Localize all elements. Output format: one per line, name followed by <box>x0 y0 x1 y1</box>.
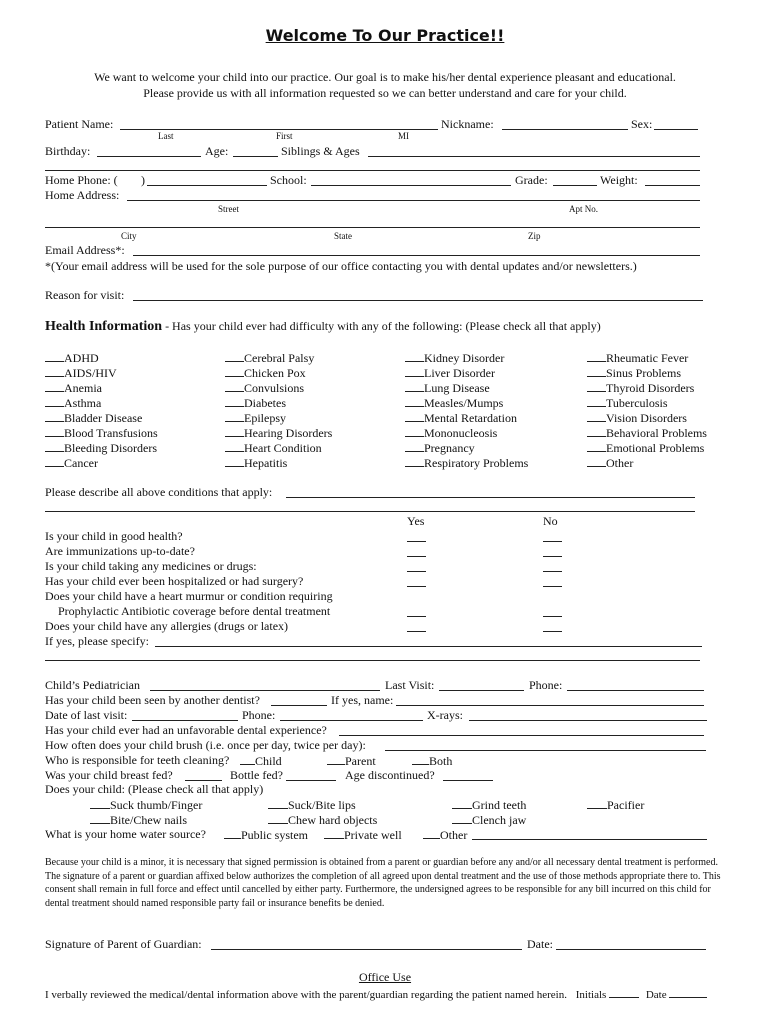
age-label: Age: <box>205 144 229 158</box>
last-visit-field[interactable] <box>439 690 524 691</box>
habit-suck-thumb[interactable]: Suck thumb/Finger <box>90 798 202 811</box>
condition-item[interactable] <box>45 426 158 439</box>
describe-field[interactable] <box>286 497 695 498</box>
condition-label: Hearing Disorders <box>244 426 333 440</box>
health-heading: Health Information <box>45 319 163 334</box>
address-city-field[interactable] <box>45 227 700 228</box>
condition-item[interactable] <box>405 411 517 424</box>
water-private-option[interactable]: Private well <box>324 828 402 841</box>
birthday-label: Birthday: <box>45 144 91 158</box>
condition-label: Diabetes <box>244 396 286 410</box>
condition-label: Emotional Problems <box>606 441 705 455</box>
condition-checkbox[interactable] <box>225 351 244 362</box>
date-last-visit-field[interactable] <box>132 720 238 721</box>
nickname-label: Nickname: <box>441 117 494 131</box>
habit-clench-jaw[interactable]: Clench jaw <box>452 813 526 826</box>
condition-label: Liver Disorder <box>424 366 495 380</box>
condition-item[interactable] <box>45 381 102 394</box>
condition-item[interactable] <box>225 396 286 409</box>
weight-field[interactable] <box>645 185 700 186</box>
condition-item[interactable] <box>225 456 287 469</box>
age-field[interactable] <box>233 156 278 157</box>
condition-label: Tuberculosis <box>606 396 668 410</box>
condition-item[interactable] <box>45 351 99 364</box>
state-caption: State <box>334 231 352 241</box>
email-label: Email Address*: <box>45 243 125 257</box>
condition-label: Epilepsy <box>244 411 286 425</box>
signature-date-label: Date: <box>527 937 553 951</box>
breast-fed-label: Was your child breast fed? <box>45 768 173 782</box>
condition-item[interactable] <box>225 351 314 364</box>
no-checkbox[interactable] <box>543 631 562 632</box>
signature-label: Signature of Parent of Guardian: <box>45 937 202 951</box>
dentist-phone-label: Phone: <box>242 708 276 722</box>
condition-item[interactable] <box>45 366 117 379</box>
condition-item[interactable] <box>405 456 528 469</box>
health-subheading: - Has your child ever had difficulty with any of the following: (Please check all that apply) <box>165 319 601 333</box>
yes-checkbox[interactable] <box>407 631 426 632</box>
email-field[interactable] <box>133 255 700 256</box>
intro-line-2: Please provide us with all information requested so we can better understand and care for your child. <box>143 86 627 100</box>
habit-grind-teeth[interactable]: Grind teeth <box>452 798 526 811</box>
condition-label: Mental Retardation <box>424 411 517 425</box>
condition-item[interactable] <box>405 426 497 439</box>
condition-item[interactable] <box>587 396 668 409</box>
pediatrician-phone-label: Phone: <box>529 678 563 692</box>
condition-item[interactable] <box>587 426 707 439</box>
condition-label: AIDS/HIV <box>64 366 117 380</box>
condition-label: Sinus Problems <box>606 366 682 380</box>
condition-checkbox[interactable] <box>45 426 64 437</box>
yes-header: Yes <box>407 514 425 528</box>
condition-item[interactable] <box>587 381 694 394</box>
if-yes-name-label: If yes, name: <box>331 693 394 707</box>
page-title: Welcome To Our Practice!! <box>265 26 505 45</box>
email-note: *(Your email address will be used for the sole purpose of our office contacting you with dental updates and/or newsletters.) <box>45 259 637 273</box>
condition-checkbox[interactable] <box>225 381 244 392</box>
condition-label: Other <box>606 456 634 470</box>
condition-checkbox[interactable] <box>45 441 64 452</box>
habit-pacifier[interactable]: Pacifier <box>587 798 644 811</box>
address-street-field[interactable] <box>127 200 700 201</box>
bottle-fed-field[interactable] <box>286 780 336 781</box>
habits-label: Does your child: (Please check all that apply) <box>45 782 264 796</box>
home-phone-field[interactable] <box>147 185 267 186</box>
date-last-visit-label: Date of last visit: <box>45 708 128 722</box>
condition-checkbox[interactable] <box>405 456 424 467</box>
condition-checkbox[interactable] <box>587 366 606 377</box>
condition-checkbox[interactable] <box>405 411 424 422</box>
condition-checkbox[interactable] <box>225 441 244 452</box>
describe-field-line-2[interactable] <box>45 511 695 512</box>
condition-item[interactable] <box>405 396 503 409</box>
question-text: Does your child have any allergies (drugs or latex) <box>45 619 289 633</box>
condition-checkbox[interactable] <box>405 381 424 392</box>
condition-checkbox[interactable] <box>587 351 606 362</box>
water-other-option[interactable]: Other <box>423 828 467 841</box>
pediatrician-field[interactable] <box>150 690 380 691</box>
yes-checkbox[interactable] <box>407 556 426 557</box>
question-text: Does your child have a heart murmur or condition requiring <box>45 589 333 603</box>
pediatrician-label: Child’s Pediatrician <box>45 678 140 692</box>
condition-label: Vision Disorders <box>606 411 687 425</box>
describe-label: Please describe all above conditions that apply: <box>45 485 273 499</box>
reason-field[interactable] <box>133 300 703 301</box>
brush-field[interactable] <box>385 750 706 751</box>
yes-checkbox[interactable] <box>407 541 426 542</box>
yes-checkbox[interactable] <box>407 586 426 587</box>
condition-item[interactable] <box>405 366 495 379</box>
condition-item[interactable] <box>587 411 687 424</box>
city-caption: City <box>121 231 137 241</box>
office-date-label: Date <box>645 989 667 1001</box>
signature-field[interactable] <box>211 949 522 950</box>
office-review-text: I verbally reviewed the medical/dental information above with the parent/guardian regarding the patient named herein. <box>45 989 567 1001</box>
school-field[interactable] <box>311 185 511 186</box>
condition-item[interactable] <box>225 411 286 424</box>
office-review-row <box>45 987 707 1001</box>
condition-item[interactable] <box>587 456 633 469</box>
office-use-heading: Office Use <box>358 970 412 984</box>
condition-label: Asthma <box>64 396 102 410</box>
consent-paragraph: Because your child is a minor, it is necessary that signed permission is obtained from a parent or guardian before any and/or all necessary dental treatment is performed. The signature of a parent or guardian affixed below authorizes the completion of all agreed upon dental treatment and the use of those methods appropriate there to. This consent shall remain in full force and effect until cancelled by either party. Furthermore, the undersigned agrees to be responsible for any bill incurred on this child for dental treatment should named responsible party fail or insurance benefits be denied. <box>45 857 721 909</box>
condition-label: Measles/Mumps <box>424 396 504 410</box>
condition-checkbox[interactable] <box>587 441 606 452</box>
pediatrician-phone-field[interactable] <box>567 690 704 691</box>
no-checkbox[interactable] <box>543 571 562 572</box>
bottle-fed-label: Bottle fed? <box>230 768 283 782</box>
condition-checkbox[interactable] <box>45 351 64 362</box>
question-text: Are immunizations up-to-date? <box>45 544 195 558</box>
condition-item[interactable] <box>45 456 98 469</box>
no-checkbox[interactable] <box>543 556 562 557</box>
condition-checkbox[interactable] <box>45 396 64 407</box>
specify-label: If yes, please specify: <box>45 634 149 648</box>
question-text: Is your child taking any medicines or drugs: <box>45 559 257 573</box>
xrays-label: X-rays: <box>427 708 463 722</box>
condition-item[interactable] <box>225 441 322 454</box>
condition-checkbox[interactable] <box>405 426 424 437</box>
condition-label: Anemia <box>64 381 102 395</box>
question-text: Has your child ever been hospitalized or had surgery? <box>45 574 304 588</box>
condition-item[interactable] <box>405 441 475 454</box>
school-label: School: <box>270 173 307 187</box>
condition-checkbox[interactable] <box>225 411 244 422</box>
condition-label: Bladder Disease <box>64 411 143 425</box>
condition-checkbox[interactable] <box>225 396 244 407</box>
water-public-option[interactable]: Public system <box>224 828 308 841</box>
condition-item[interactable] <box>587 366 681 379</box>
resp-child-option[interactable]: Child <box>240 754 282 767</box>
condition-checkbox[interactable] <box>587 381 606 392</box>
home-phone-label: Home Phone: ( <box>45 173 118 187</box>
habit-suck-lips[interactable]: Suck/Bite lips <box>268 798 356 811</box>
condition-label: Pregnancy <box>424 441 475 455</box>
last-visit-label: Last Visit: <box>385 678 435 692</box>
dentist-phone-field[interactable] <box>280 720 423 721</box>
condition-item[interactable] <box>405 381 490 394</box>
condition-checkbox[interactable] <box>45 456 64 467</box>
condition-label: Mononucleosis <box>424 426 498 440</box>
responsible-label: Who is responsible for teeth cleaning? <box>45 753 230 767</box>
specify-field[interactable] <box>155 646 702 647</box>
condition-checkbox[interactable] <box>587 411 606 422</box>
condition-item[interactable] <box>587 441 704 454</box>
condition-label: Blood Transfusions <box>64 426 158 440</box>
condition-checkbox[interactable] <box>587 396 606 407</box>
other-dentist-field[interactable] <box>271 705 327 706</box>
unfavorable-label: Has your child ever had an unfavorable dental experience? <box>45 723 327 737</box>
age-discontinued-label: Age discontinued? <box>345 768 435 782</box>
condition-checkbox[interactable] <box>405 441 424 452</box>
breast-fed-field[interactable] <box>185 780 222 781</box>
condition-checkbox[interactable] <box>225 366 244 377</box>
condition-checkbox[interactable] <box>225 426 244 437</box>
condition-label: Chicken Pox <box>244 366 306 380</box>
condition-checkbox[interactable] <box>405 366 424 377</box>
brush-label: How often does your child brush (i.e. once per day, twice per day): <box>45 738 366 752</box>
grade-field[interactable] <box>553 185 597 186</box>
condition-label: Respiratory Problems <box>424 456 529 470</box>
condition-item[interactable] <box>225 426 332 439</box>
patient-name-field[interactable] <box>120 129 438 130</box>
resp-both-option[interactable]: Both <box>412 754 452 767</box>
condition-checkbox[interactable] <box>45 366 64 377</box>
birthday-field[interactable] <box>97 156 201 157</box>
no-header: No <box>543 514 558 528</box>
no-checkbox[interactable] <box>543 586 562 587</box>
yes-checkbox[interactable] <box>407 571 426 572</box>
apt-caption: Apt No. <box>569 204 598 214</box>
condition-label: Cancer <box>64 456 98 470</box>
condition-item[interactable] <box>45 396 101 409</box>
mi-caption: MI <box>398 131 409 141</box>
condition-item[interactable] <box>45 411 142 424</box>
condition-checkbox[interactable] <box>587 456 606 467</box>
zip-caption: Zip <box>528 231 541 241</box>
condition-label: Convulsions <box>244 381 305 395</box>
patient-name-label: Patient Name: <box>45 117 114 131</box>
habit-bite-nails[interactable]: Bite/Chew nails <box>90 813 187 826</box>
xrays-field[interactable] <box>469 720 707 721</box>
intro-line-1: We want to welcome your child into our practice. Our goal is to make his/her dental experience pleasant and educational. <box>94 70 676 84</box>
other-dentist-label: Has your child been seen by another dentist? <box>45 693 260 707</box>
condition-item[interactable] <box>587 351 688 364</box>
water-label: What is your home water source? <box>45 827 206 841</box>
condition-label: Hepatitis <box>244 456 288 470</box>
siblings-field-line-2[interactable] <box>45 170 700 171</box>
last-caption: Last <box>158 131 174 141</box>
condition-checkbox[interactable] <box>405 351 424 362</box>
initials-field[interactable] <box>609 987 639 998</box>
first-caption: First <box>276 131 293 141</box>
signature-date-field[interactable] <box>556 949 706 950</box>
sex-field[interactable] <box>654 129 698 130</box>
condition-label: Rheumatic Fever <box>606 351 689 365</box>
initials-label: Initials <box>575 989 607 1001</box>
condition-item[interactable] <box>225 366 306 379</box>
condition-label: Thyroid Disorders <box>606 381 695 395</box>
yes-checkbox[interactable] <box>407 616 426 617</box>
grade-label: Grade: <box>515 173 548 187</box>
reason-label: Reason for visit: <box>45 288 125 302</box>
no-checkbox[interactable] <box>543 616 562 617</box>
condition-label: Cerebral Palsy <box>244 351 315 365</box>
siblings-label: Siblings & Ages <box>281 144 360 158</box>
condition-label: Lung Disease <box>424 381 490 395</box>
condition-label: Heart Condition <box>244 441 322 455</box>
question-text: Prophylactic Antibiotic coverage before dental treatment <box>58 604 331 618</box>
condition-item[interactable] <box>225 381 304 394</box>
street-caption: Street <box>218 204 239 214</box>
home-address-label: Home Address: <box>45 188 120 202</box>
condition-checkbox[interactable] <box>405 396 424 407</box>
age-discontinued-field[interactable] <box>443 780 493 781</box>
resp-parent-option[interactable]: Parent <box>327 754 376 767</box>
condition-label: Behavioral Problems <box>606 426 707 440</box>
condition-item[interactable] <box>405 351 504 364</box>
home-phone-paren: ) <box>141 173 145 187</box>
condition-label: Bleeding Disorders <box>64 441 157 455</box>
water-other-field[interactable] <box>472 839 707 840</box>
office-date-field[interactable] <box>669 987 707 998</box>
condition-label: Kidney Disorder <box>424 351 505 365</box>
condition-label: ADHD <box>64 351 99 365</box>
other-dentist-name-field[interactable] <box>396 705 704 706</box>
condition-checkbox[interactable] <box>45 411 64 422</box>
condition-checkbox[interactable] <box>45 381 64 392</box>
health-heading-row <box>45 320 601 334</box>
condition-checkbox[interactable] <box>587 426 606 437</box>
nickname-field[interactable] <box>502 129 628 130</box>
condition-item[interactable] <box>45 441 157 454</box>
unfavorable-field[interactable] <box>339 735 704 736</box>
weight-label: Weight: <box>600 173 638 187</box>
condition-checkbox[interactable] <box>225 456 244 467</box>
specify-field-line-2[interactable] <box>45 660 700 661</box>
no-checkbox[interactable] <box>543 541 562 542</box>
question-text: Is your child in good health? <box>45 529 183 543</box>
habit-chew-objects[interactable]: Chew hard objects <box>268 813 377 826</box>
siblings-field[interactable] <box>368 156 700 157</box>
sex-label: Sex: <box>631 117 653 131</box>
